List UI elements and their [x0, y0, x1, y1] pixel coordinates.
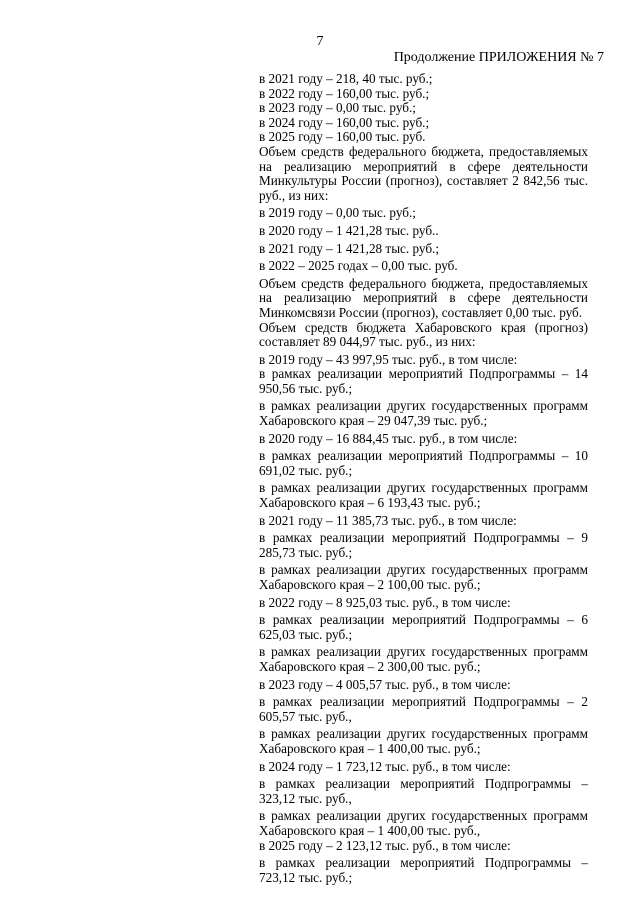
text-column: [259, 72, 588, 888]
paragraph: в 2025 году – 2 123,12 тыс. руб., в том числе:: [259, 837, 511, 853]
paragraph: в 2023 году – 4 005,57 тыс. руб., в том числе:: [259, 676, 511, 692]
paragraph: в рамках реализации других государственных программ Хабаровского края – 2 300,00 тыс. руб.;: [259, 644, 588, 674]
paragraph: в 2024 году – 160,00 тыс. руб.;: [259, 114, 430, 130]
paragraph: в 2023 году – 0,00 тыс. руб.;: [259, 100, 416, 116]
paragraph: в рамках реализации мероприятий Подпрограммы – 14 950,56 тыс. руб.;: [259, 366, 588, 396]
paragraph: в 2019 году – 43 997,95 тыс. руб., в том числе:: [259, 351, 518, 367]
paragraph: Объем средств федерального бюджета, предоставляемых на реализацию мероприятий в сфере деятельности Минкультуры России (прогноз), составляет 2 842,56 тыс. руб., из них:: [259, 143, 588, 203]
paragraph: в рамках реализации мероприятий Подпрограммы – 323,12 тыс. руб.,: [259, 776, 588, 806]
paragraph: в рамках реализации мероприятий Подпрограммы – 10 691,02 тыс. руб.;: [259, 448, 588, 478]
paragraph: в 2024 году – 1 723,12 тыс. руб., в том числе:: [259, 758, 511, 774]
paragraph: в рамках реализации других государственных программ Хабаровского края – 6 193,43 тыс. руб.;: [259, 480, 588, 511]
paragraph: в рамках реализации мероприятий Подпрограммы – 9 285,73 тыс. руб.;: [259, 530, 588, 560]
paragraph: в 2022 году – 8 925,03 тыс. руб., в том числе:: [259, 594, 511, 610]
paragraph: Объем средств федерального бюджета, предоставляемых на реализацию мероприятий в сфере деятельности Минкомсвязи России (прогноз), составляет 0,00 тыс. руб.: [259, 275, 588, 320]
paragraph: в рамках реализации других государственных программ Хабаровского края – 1 400,00 тыс. руб.,: [259, 808, 588, 838]
paragraph: в 2021 году – 1 421,28 тыс. руб.;: [259, 240, 440, 256]
page-number: 7: [316, 34, 324, 49]
paragraph: в 2022 году – 160,00 тыс. руб.;: [259, 85, 430, 101]
paragraph: в рамках реализации мероприятий Подпрограммы – 6 625,03 тыс. руб.;: [259, 612, 588, 642]
paragraph: в 2022 – 2025 годах – 0,00 тыс. руб.: [259, 258, 458, 274]
paragraph: в 2021 году – 218, 40 тыс. руб.;: [259, 71, 433, 86]
paragraph: в 2019 году – 0,00 тыс. руб.;: [259, 205, 416, 221]
paragraph: в 2021 году – 11 385,73 тыс. руб., в том числе:: [259, 512, 517, 528]
paragraph: в рамках реализации других государственных программ Хабаровского края – 29 047,39 тыс. руб.;: [259, 398, 588, 429]
paragraph: в рамках реализации мероприятий Подпрограммы – 2 605,57 тыс. руб.,: [259, 694, 588, 724]
paragraph: в рамках реализации других государственных программ Хабаровского края – 1 400,00 тыс. руб.;: [259, 726, 588, 756]
paragraph: в 2020 году – 1 421,28 тыс. руб..: [259, 222, 439, 238]
paragraph: в 2020 году – 16 884,45 тыс. руб., в том числе:: [259, 430, 518, 446]
paragraph: в рамках реализации других государственных программ Хабаровского края – 2 100,00 тыс. руб.;: [259, 562, 588, 592]
paragraph: в 2025 году – 160,00 тыс. руб.: [259, 129, 426, 145]
paragraph: Объем средств бюджета Хабаровского края (прогноз) составляет 89 044,97 тыс. руб., из них:: [259, 319, 588, 350]
appendix-header: Продолжение ПРИЛОЖЕНИЯ № 7: [393, 50, 604, 65]
paragraph: в рамках реализации мероприятий Подпрограммы – 723,12 тыс. руб.;: [259, 855, 588, 885]
